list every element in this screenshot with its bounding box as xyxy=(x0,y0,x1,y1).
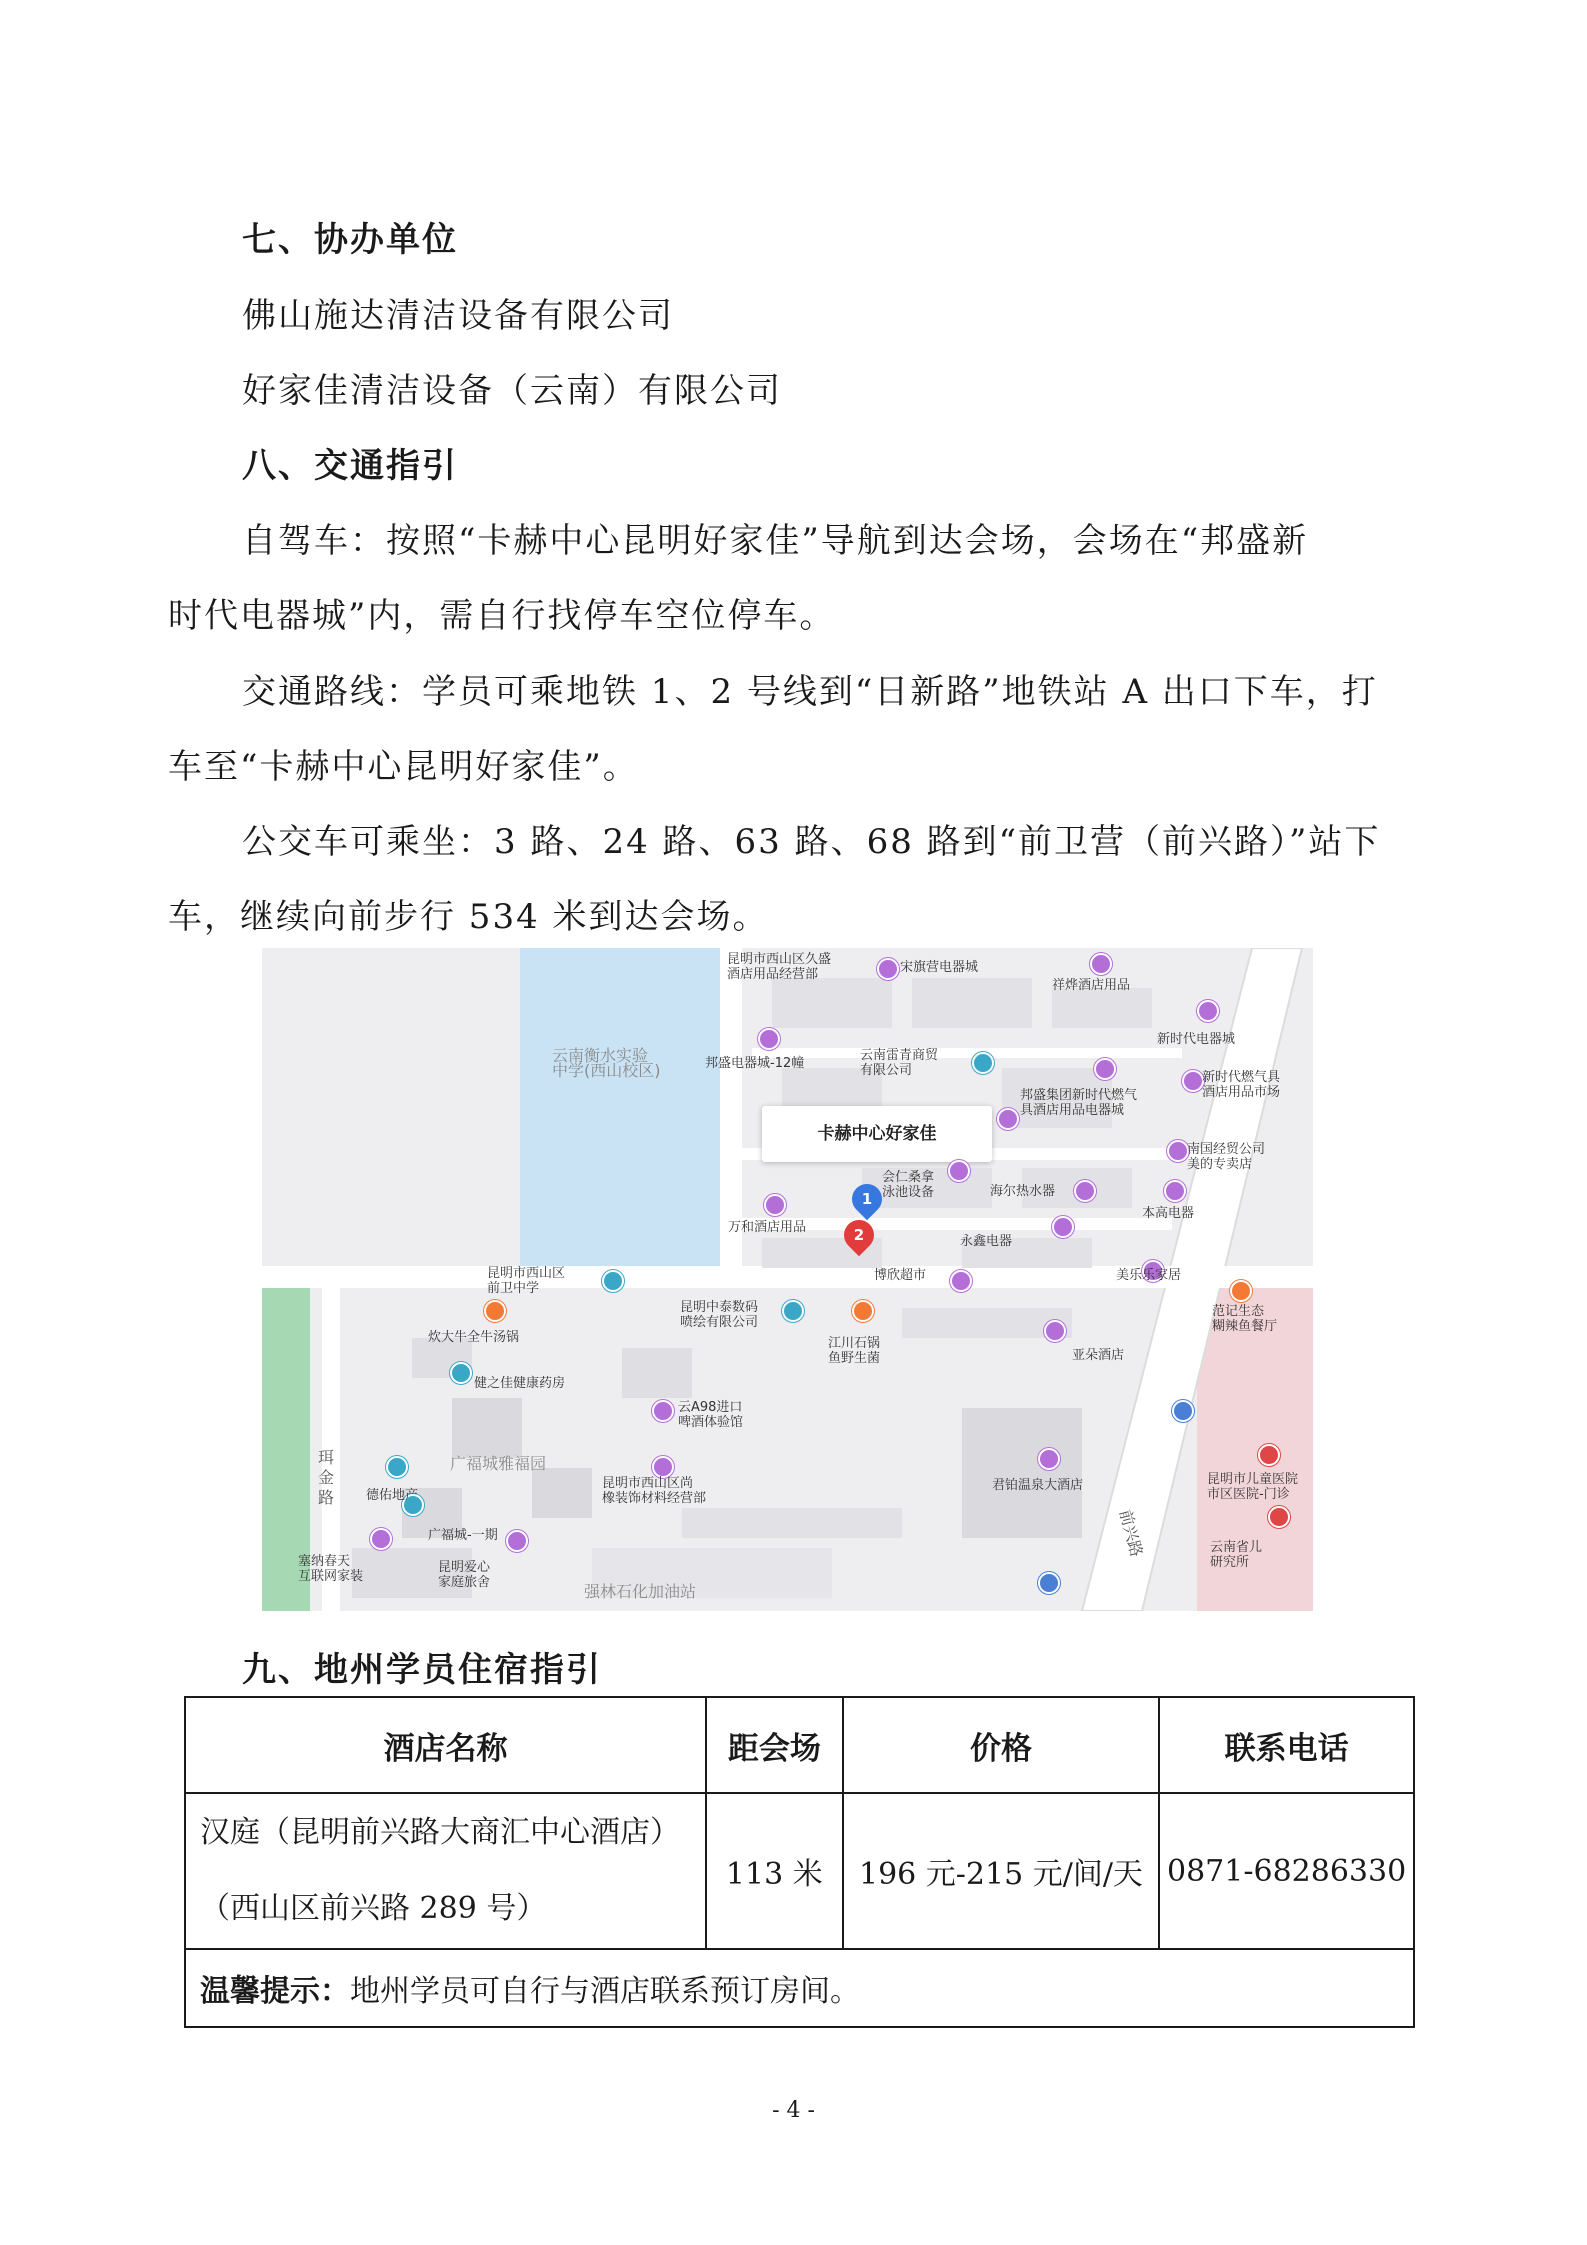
map-road-label: 前兴路 xyxy=(1115,1507,1147,1559)
co-organizer-1: 佛山施达清洁设备有限公司 xyxy=(242,296,674,336)
hotel-table xyxy=(184,1696,1415,2028)
map-label: 昆明市西山区尚 橡装饰材料经营部 xyxy=(602,1476,707,1506)
map-label: 祥烨酒店用品 xyxy=(1052,978,1131,993)
hotel-name: 汉庭（昆明前兴路大商汇中心酒店） xyxy=(200,1815,680,1850)
poi-icon xyxy=(1090,953,1112,975)
tip-text: 地州学员可自行与酒店联系预订房间。 xyxy=(350,1974,860,2009)
parking-icon xyxy=(1038,1572,1060,1594)
map-label: 君铂温泉大酒店 xyxy=(992,1478,1084,1493)
poi-icon xyxy=(1197,1000,1219,1022)
map-label: 永鑫电器 xyxy=(960,1234,1013,1249)
poi-icon xyxy=(652,1456,674,1478)
co-organizer-2: 好家佳清洁设备（云南）有限公司 xyxy=(242,371,782,411)
map-label: 云南雷青商贸 有限公司 xyxy=(860,1048,939,1078)
header-price: 价格 xyxy=(843,1697,1159,1793)
poi-icon xyxy=(1074,1180,1096,1202)
map-label: 云南衡水实验 中学(西山校区) xyxy=(552,1046,661,1080)
hotel-distance: 113 米 xyxy=(706,1793,843,1949)
poi-icon xyxy=(997,1108,1019,1130)
hotel-price: 196 元-215 元/间/天 xyxy=(843,1793,1159,1949)
poi-icon xyxy=(1038,1448,1060,1470)
map-label: 亚朵酒店 xyxy=(1072,1348,1125,1363)
poi-icon xyxy=(948,1160,970,1182)
poi-icon xyxy=(652,1400,674,1422)
table-header-row xyxy=(185,1697,1414,1793)
poi-icon xyxy=(506,1530,528,1552)
section-7-heading: 七、协办单位 xyxy=(242,220,458,260)
hotel-address: （西山区前兴路 289 号） xyxy=(200,1891,547,1926)
bus-text-line-2: 车，继续向前步行 534 米到达会场。 xyxy=(168,897,769,937)
map-label: 新时代燃气具 酒店用品市场 xyxy=(1202,1070,1281,1100)
poi-icon xyxy=(1094,1058,1116,1080)
poi-icon xyxy=(972,1052,994,1074)
poi-icon xyxy=(1230,1280,1252,1302)
poi-icon xyxy=(386,1456,408,1478)
map-label: 德佑地产 xyxy=(366,1488,419,1503)
poi-icon xyxy=(1268,1506,1290,1528)
drive-text-line-2: 时代电器城”内，需自行找停车空位停车。 xyxy=(168,596,836,636)
table-row xyxy=(185,1793,1414,1949)
map-pin-2: 2 xyxy=(838,1214,880,1256)
map-label: 昆明市西山区 前卫中学 xyxy=(487,1266,566,1296)
map-label: 广福城雅福园 xyxy=(450,1454,547,1473)
poi-icon xyxy=(950,1270,972,1292)
tip-row xyxy=(185,1949,1414,2027)
map-label: 昆明爱心 家庭旅舍 xyxy=(438,1560,491,1590)
venue-callout: 卡赫中心好家佳 xyxy=(762,1106,992,1162)
map-road-label: 珥 金 路 xyxy=(318,1448,335,1507)
poi-icon xyxy=(852,1300,874,1322)
map-label: 会仁桑拿 泳池设备 xyxy=(882,1170,935,1200)
poi-icon xyxy=(877,958,899,980)
tip-cell xyxy=(185,1949,1414,2027)
poi-icon xyxy=(602,1270,624,1292)
poi-icon xyxy=(1044,1320,1066,1342)
page-number: - 4 - xyxy=(772,2098,815,2123)
poi-icon xyxy=(1258,1444,1280,1466)
map-label: 宋旗营电器城 xyxy=(900,960,979,975)
tip-label: 温馨提示： xyxy=(200,1974,350,2009)
map-label: 美乐乐家居 xyxy=(1116,1268,1182,1283)
poi-icon xyxy=(450,1362,472,1384)
map-label: 强林石化加油站 xyxy=(584,1582,697,1601)
hotel-phone: 0871-68286330 xyxy=(1159,1793,1414,1949)
metro-text-line-2: 车至“卡赫中心昆明好家佳”。 xyxy=(168,747,639,787)
poi-icon xyxy=(764,1194,786,1216)
map-label: 邦盛集团新时代燃气 具酒店用品电器城 xyxy=(1020,1088,1138,1118)
poi-icon xyxy=(782,1300,804,1322)
map-label: 博欣超市 xyxy=(874,1268,927,1283)
map-label: 广福城-一期 xyxy=(428,1528,498,1543)
map-label: 邦盛电器城-12幢 xyxy=(705,1056,805,1071)
map-label: 万和酒店用品 xyxy=(728,1220,807,1235)
poi-icon xyxy=(370,1528,392,1550)
bus-text-line-1: 公交车可乘坐：3 路、24 路、63 路、68 路到“前卫营（前兴路）”站下 xyxy=(242,822,1381,862)
poi-icon xyxy=(1172,1400,1194,1422)
poi-icon xyxy=(758,1028,780,1050)
map-label: 范记生态 糊辣鱼餐厅 xyxy=(1212,1304,1278,1334)
metro-text-line-1: 交通路线：学员可乘地铁 1、2 号线到“日新路”地铁站 A 出口下车，打 xyxy=(242,672,1378,712)
header-hotel-name: 酒店名称 xyxy=(185,1697,706,1793)
section-9-heading: 九、地州学员住宿指引 xyxy=(242,1650,602,1690)
header-distance: 距会场 xyxy=(706,1697,843,1793)
map-label: 本高电器 xyxy=(1142,1206,1195,1221)
map-label: 健之佳健康药房 xyxy=(474,1376,566,1391)
map-label: 炊大牛全牛汤锅 xyxy=(428,1330,520,1345)
section-8-heading: 八、交通指引 xyxy=(242,446,458,486)
map-label: 昆明市儿童医院 市区医院-门诊 xyxy=(1207,1472,1299,1502)
map-label: 云南省儿 研究所 xyxy=(1210,1540,1263,1570)
map-label: 昆明市西山区久盛 酒店用品经营部 xyxy=(727,952,832,982)
map-label: 新时代电器城 xyxy=(1157,1032,1236,1047)
drive-text-line-1: 自驾车：按照“卡赫中心昆明好家佳”导航到达会场，会场在“邦盛新 xyxy=(242,521,1309,561)
poi-icon xyxy=(1182,1070,1204,1092)
map-label: 江川石锅 鱼野生菌 xyxy=(828,1336,881,1366)
map-label: 南国经贸公司 美的专卖店 xyxy=(1187,1142,1266,1172)
map-label: 海尔热水器 xyxy=(990,1184,1056,1199)
map-label: 云A98进口 啤酒体验馆 xyxy=(678,1400,744,1430)
poi-icon xyxy=(484,1300,506,1322)
map-pin-1: 1 xyxy=(846,1178,888,1220)
map-label: 塞纳春天 互联网家装 xyxy=(298,1554,364,1584)
header-phone: 联系电话 xyxy=(1159,1697,1414,1793)
poi-icon xyxy=(1052,1216,1074,1238)
poi-icon xyxy=(1167,1140,1189,1162)
map-label: 昆明中泰数码 喷绘有限公司 xyxy=(680,1300,759,1330)
poi-icon xyxy=(1164,1180,1186,1202)
hotel-name-cell xyxy=(185,1793,706,1949)
venue-map xyxy=(262,948,1313,1611)
